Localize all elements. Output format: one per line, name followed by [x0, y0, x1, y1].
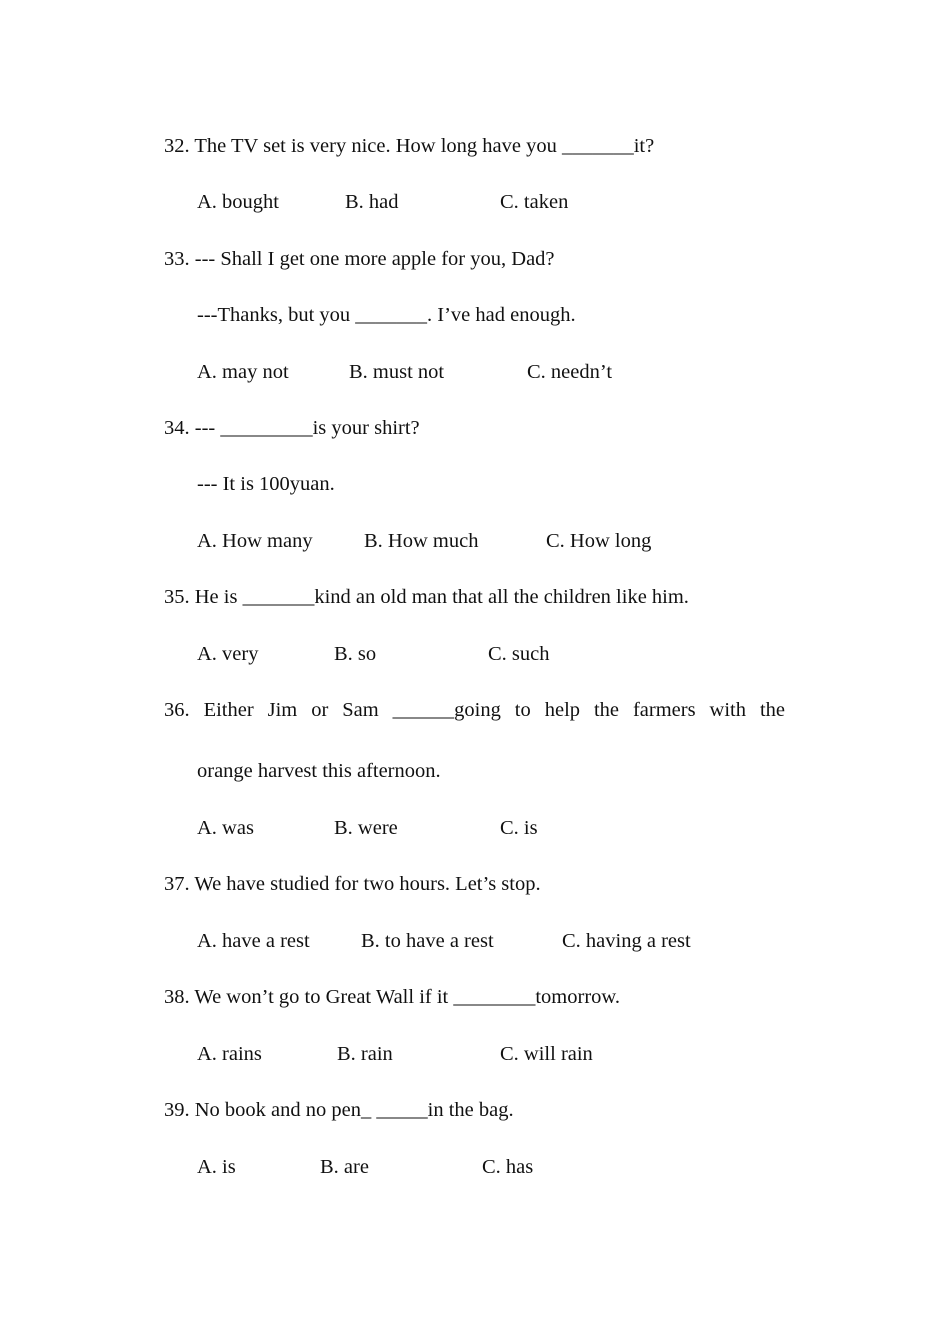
question-36-option-b: B. were	[334, 817, 398, 839]
question-34-stem: 34. --- _________is your shirt?	[164, 417, 420, 439]
question-38-option-c: C. will rain	[500, 1043, 593, 1065]
question-35-stem: 35. He is _______kind an old man that all the children like him.	[164, 586, 689, 608]
question-36-line2: orange harvest this afternoon.	[197, 760, 441, 782]
question-37-option-b: B. to have a rest	[361, 930, 494, 952]
question-36-option-c: C. is	[500, 817, 538, 839]
question-34-option-c: C. How long	[546, 530, 652, 552]
question-37-option-a: A. have a rest	[197, 930, 310, 952]
question-34-option-b: B. How much	[364, 530, 479, 552]
question-39-option-b: B. are	[320, 1156, 369, 1178]
question-39-option-a: A. is	[197, 1156, 236, 1178]
question-34-line2: --- It is 100yuan.	[197, 473, 335, 495]
question-35-option-c: C. such	[488, 643, 550, 665]
question-33-line2: ---Thanks, but you _______. I’ve had enough.	[197, 304, 576, 326]
question-38-stem: 38. We won’t go to Great Wall if it ________tomorrow.	[164, 986, 620, 1008]
question-38-option-b: B. rain	[337, 1043, 393, 1065]
question-39-stem: 39. No book and no pen_ _____in the bag.	[164, 1099, 514, 1121]
question-39-option-c: C. has	[482, 1156, 534, 1178]
question-32-stem: 32. The TV set is very nice. How long have you _______it?	[164, 135, 655, 157]
question-35-option-a: A. very	[197, 643, 259, 665]
question-32-option-b: B. had	[345, 191, 399, 213]
question-33-option-c: C. needn’t	[527, 361, 613, 383]
question-36-stem: 36. Either Jim or Sam ______going to help the farmers with the	[164, 699, 785, 721]
question-37-option-c: C. having a rest	[562, 930, 691, 952]
question-33-option-a: A. may not	[197, 361, 289, 383]
question-38-option-a: A. rains	[197, 1043, 262, 1065]
question-34-option-a: A. How many	[197, 530, 313, 552]
question-36-option-a: A. was	[197, 817, 254, 839]
question-37-stem: 37. We have studied for two hours. Let’s stop.	[164, 873, 541, 895]
question-32-option-c: C. taken	[500, 191, 569, 213]
question-33-option-b: B. must not	[349, 361, 445, 383]
question-32-option-a: A. bought	[197, 191, 279, 213]
question-35-option-b: B. so	[334, 643, 377, 665]
question-33-stem: 33. --- Shall I get one more apple for you, Dad?	[164, 248, 555, 270]
